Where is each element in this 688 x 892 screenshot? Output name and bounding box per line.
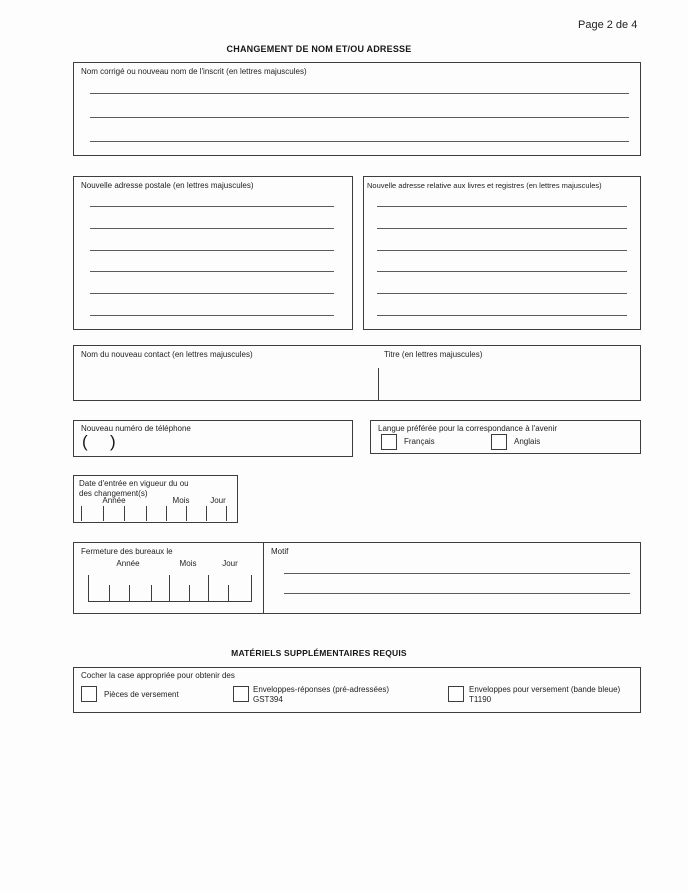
effective-date-box xyxy=(73,475,238,523)
date-tick xyxy=(206,506,207,521)
effective-date-year-label: Année xyxy=(102,496,126,505)
write-line[interactable] xyxy=(90,93,629,94)
write-line[interactable] xyxy=(90,141,629,142)
closure-box-label: Fermeture des bureaux le xyxy=(81,547,173,556)
date-tick xyxy=(189,585,190,601)
closure-box-divider xyxy=(263,543,264,613)
contact-name-field[interactable] xyxy=(76,366,376,398)
write-line[interactable] xyxy=(90,315,334,316)
motif-write-lines xyxy=(284,573,630,594)
date-tick xyxy=(228,585,229,601)
date-tick-major xyxy=(169,575,170,601)
checkbox-francais-label: Français xyxy=(404,437,435,446)
date-tick xyxy=(81,506,82,521)
contact-box-divider xyxy=(378,368,379,400)
date-tick-major xyxy=(251,575,252,601)
motif-label: Motif xyxy=(271,547,289,556)
materials-option-1-label: Pièces de versement xyxy=(104,690,179,699)
date-tick-major xyxy=(88,575,89,601)
date-tick xyxy=(103,506,104,521)
closure-month-label: Mois xyxy=(179,559,197,568)
date-tick xyxy=(109,585,110,601)
write-line[interactable] xyxy=(377,206,627,207)
checkbox-pieces-de-versement[interactable] xyxy=(81,686,97,702)
materials-instruction: Cocher la case appropriée pour obtenir des xyxy=(81,671,235,680)
write-line[interactable] xyxy=(284,593,630,594)
contact-box xyxy=(73,345,641,401)
checkbox-anglais-label: Anglais xyxy=(514,437,541,446)
materials-option-2-label xyxy=(253,685,389,705)
closure-box xyxy=(73,542,641,614)
language-box-label: Langue préférée pour la correspondance à l'avenir xyxy=(378,424,557,433)
materials-option-3-text: Enveloppes pour versement (bande bleue) xyxy=(469,685,621,694)
section-title-materials: MATÉRIELS SUPPLÉMENTAIRES REQUIS xyxy=(231,648,407,658)
write-line[interactable] xyxy=(377,315,627,316)
contact-title-label: Titre (en lettres majuscules) xyxy=(384,350,483,359)
books-address-label: Nouvelle adresse relative aux livres et registres (en lettres majuscules) xyxy=(367,181,602,190)
write-line[interactable] xyxy=(284,573,630,574)
postal-address-label: Nouvelle adresse postale (en lettres majuscules) xyxy=(81,181,254,190)
write-line[interactable] xyxy=(90,293,334,294)
write-line[interactable] xyxy=(377,293,627,294)
materials-option-3-label xyxy=(469,685,620,705)
books-address-box xyxy=(363,176,641,330)
name-box-label: Nom corrigé ou nouveau nom de l'inscrit (en lettres majuscules) xyxy=(81,67,307,76)
area-code-close-paren: ) xyxy=(110,432,116,451)
effective-date-label: Date d'entrée en vigueur du ou des changement(s) xyxy=(79,479,189,498)
date-tick xyxy=(166,506,167,521)
write-line[interactable] xyxy=(377,271,627,272)
checkbox-francais[interactable] xyxy=(381,434,397,450)
date-tick xyxy=(151,585,152,601)
date-tick xyxy=(226,506,227,521)
date-tick xyxy=(146,506,147,521)
materials-option-3-code: T1190 xyxy=(469,695,492,704)
checkbox-enveloppes-versement[interactable] xyxy=(448,686,464,702)
materials-option-2-text: Enveloppes-réponses (pré-adressées) xyxy=(253,685,390,694)
checkbox-enveloppes-reponses[interactable] xyxy=(233,686,249,702)
phone-box-label: Nouveau numéro de téléphone xyxy=(81,424,191,433)
closure-date-field[interactable] xyxy=(74,543,263,613)
write-line[interactable] xyxy=(90,250,334,251)
write-line[interactable] xyxy=(90,117,629,118)
area-code-open-paren: ( xyxy=(82,432,88,451)
contact-title-field[interactable] xyxy=(380,366,638,398)
postal-address-box xyxy=(73,176,353,330)
checkbox-anglais[interactable] xyxy=(491,434,507,450)
write-line[interactable] xyxy=(377,228,627,229)
name-write-lines xyxy=(90,93,629,142)
effective-date-day-label: Jour xyxy=(210,496,226,505)
contact-name-label: Nom du nouveau contact (en lettres majuscules) xyxy=(81,350,253,359)
effective-date-field[interactable] xyxy=(76,506,235,522)
date-tick xyxy=(129,585,130,601)
materials-box xyxy=(73,667,641,713)
write-line[interactable] xyxy=(90,228,334,229)
materials-option-2-code: GST394 xyxy=(253,695,283,704)
language-box xyxy=(370,420,641,454)
closure-year-label: Année xyxy=(116,559,140,568)
books-address-write-lines xyxy=(377,206,627,316)
page-number: Page 2 de 4 xyxy=(578,19,638,31)
closure-day-label: Jour xyxy=(222,559,238,568)
date-comb-baseline xyxy=(88,601,252,602)
date-tick xyxy=(186,506,187,521)
phone-box xyxy=(73,420,353,457)
date-tick xyxy=(124,506,125,521)
write-line[interactable] xyxy=(90,271,334,272)
write-line[interactable] xyxy=(377,250,627,251)
phone-number-field[interactable] xyxy=(80,432,340,454)
effective-date-month-label: Mois xyxy=(172,496,190,505)
postal-address-write-lines xyxy=(90,206,334,316)
name-box xyxy=(73,62,641,156)
section-title-change: CHANGEMENT DE NOM ET/OU ADRESSE xyxy=(226,44,412,54)
date-tick-major xyxy=(208,575,209,601)
write-line[interactable] xyxy=(90,206,334,207)
